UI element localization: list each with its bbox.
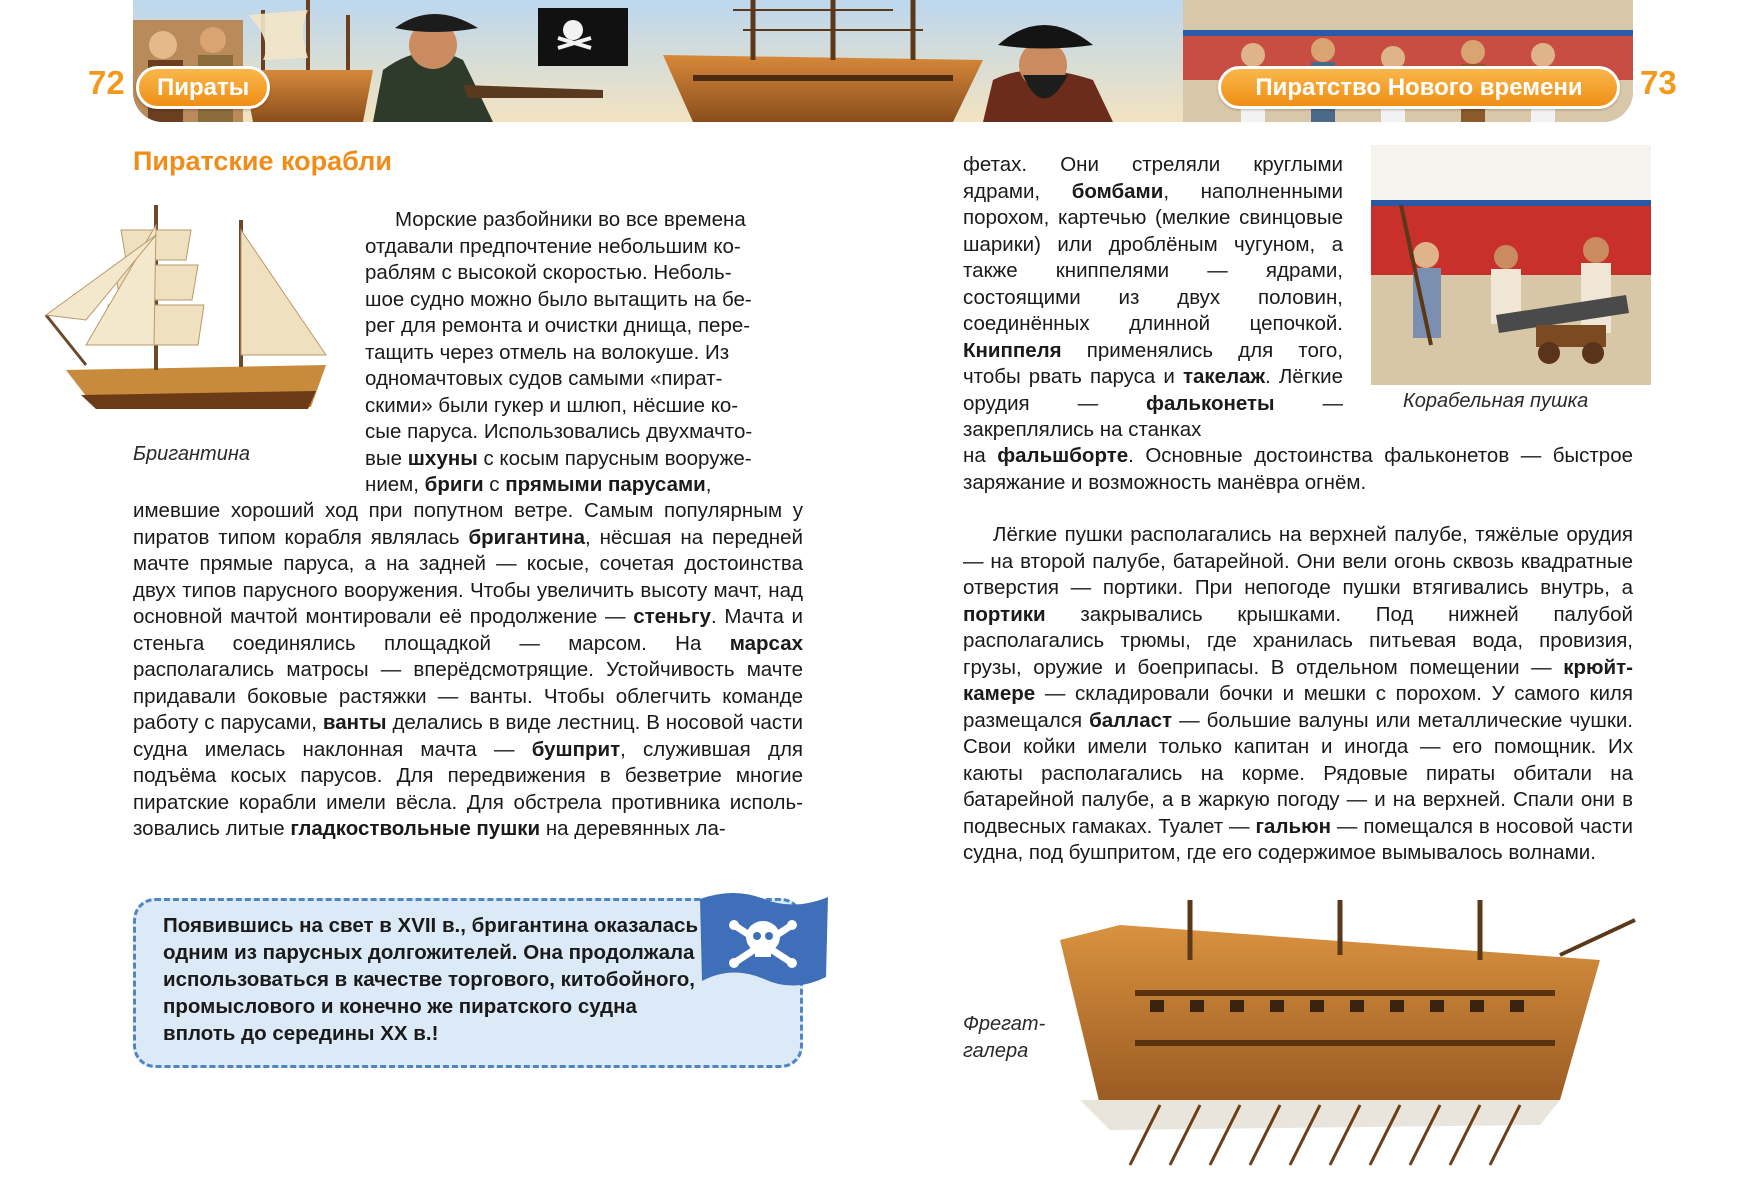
text-line: нием, бриги с прямыми парусами, xyxy=(365,473,712,496)
term: Книппеля xyxy=(963,338,1062,362)
cannon-illustration xyxy=(1371,145,1651,385)
term: стеньгу xyxy=(633,605,711,628)
text-line: Морские разбойники во все времена xyxy=(395,208,746,231)
jolly-roger-flag-icon xyxy=(694,885,834,1000)
cannon-caption: Корабельная пушка xyxy=(1403,390,1589,412)
section-pill-left: Пираты xyxy=(136,66,270,109)
intro-paragraph xyxy=(365,207,803,499)
term: портики xyxy=(963,602,1046,626)
text-line: отдавали предпочтение небольшим ко- xyxy=(365,234,741,258)
main-paragraph-left: имевшие хороший ход при попутном ветре. Самым популярным у пиратов типом корабля являлась бригантина, нёсшая на передней мачте прямые паруса, а на задней — косые, сочетая достоинства двух типов парусного вооружения. Чтобы увеличить высоту мачт, над основной мачтой монтировали её продолжение — стеньгу. Мачта и стеньга соединялись площадкой — марсом. На марсах располагались матросы — вперёдсмотрящие. Устойчивость мачте придавали боковые растяжки — ванты. Чтобы облегчить команде работу с парусами, ванты делались в виде лестниц. В носовой части судна имелась наклонная мачта — бушприт, служившая для подъёма косых парусов. Для передвижения в безветрие многие пиратские корабли имели вёсла. Для обстрела противника использовались литые гладкоствольные пушки на деревянных ла- xyxy=(133,499,804,840)
term: бушприт xyxy=(531,737,621,761)
term: ванты xyxy=(322,711,387,734)
section-heading: Пиратские корабли xyxy=(133,146,392,176)
term: крюйт-камере xyxy=(963,655,1633,705)
term: гальюн xyxy=(1255,814,1331,838)
text-line: шое судно можно было вытащить на бе- xyxy=(365,287,752,311)
section-pill-right: Пиратство Нового времени xyxy=(1218,66,1620,109)
term: бомбами xyxy=(1071,179,1164,203)
page-number-left: 72 xyxy=(88,64,125,101)
frigate-caption-line1: Фрегат- xyxy=(963,1013,1046,1035)
term: прямыми парусами xyxy=(505,473,706,496)
text-line: рег для ремонта и очистки днища, пере- xyxy=(365,314,751,337)
frigate-caption-line2: галера xyxy=(963,1040,1029,1062)
term: такелаж xyxy=(1182,365,1266,388)
term: марсах xyxy=(729,631,803,655)
text-line: сые паруса. Использовались двухмачто- xyxy=(365,420,753,443)
brigantine-caption: Бригантина xyxy=(133,443,250,465)
paragraph-right-top: фетах. Они стреляли круглыми ядрами, бомбами, наполненными порохом, картечью (мелкие свинцовые шарики) или дроблёным чугуном, а также книппелями — ядрами, состоящими из двух половин, соединённых длинной цепочкой. Книппеля применялись для того, чтобы рвать паруса и такелаж. Лёгкие орудия — фальконеты — закреплялись на станках xyxy=(963,153,1343,441)
paragraph-right-second: Лёгкие пушки располагались на верхней палубе, тяжёлые орудия — на второй палубе, батарейной. Они вели огонь сквозь квадратные отверстия — портики. При непогоде пушки втягивались внутрь, а портики закрывались крышками. Под нижней палубой располагались трюмы, где хранилась питьевая вода, провизия, грузы, оружие и боеприпасы. В отдельном помещении — крюйт-камере — складировали бочки и мешки с порохом. У самого киля размещался балласт — большие валуны или металлические чушки. Свои койки имели только капитан и иногда — его помощник. Их каюты располагались на корме. Рядовые пираты обитали на батарейной палубе, а в жаркую погоду — и на верхней. Спали они в подвесных гамаках. Туалет — гальюн — помещался в носовой части судна, под бушпритом, где его содержимое вымывалось волнами. xyxy=(963,523,1633,864)
text-line: одномачтовых судов самыми «пират- xyxy=(365,367,723,390)
text-line: вые шхуны с косым парусным вооруже- xyxy=(365,446,752,470)
brigantine-illustration xyxy=(26,195,361,430)
page-number-right: 73 xyxy=(1640,64,1677,101)
frigate-galley-illustration xyxy=(1040,900,1640,1170)
term: бриги xyxy=(424,473,484,496)
fact-callout-text: Появившись на свет в XVII в., бригантина оказалась одним из парусных долгожителей. Она продолжала использоваться в качестве торгового, китобойного, промыслового и конечно же пиратского судна вплоть до середины XX в.! xyxy=(163,914,699,1045)
paragraph-right-continued: на фальшборте. Основные достоинства фальконетов — быстрое заряжание и возможность манёвра огнём. xyxy=(963,444,1634,494)
term: шхуны xyxy=(407,446,478,470)
term: фальконеты xyxy=(1146,391,1275,415)
text-line: тащить через отмель на волокуше. Из xyxy=(365,340,730,364)
text-line: скими» были гукер и шлюп, нёсшие ко- xyxy=(365,393,739,417)
term: гладкоствольные пушки xyxy=(290,817,541,840)
term: бригантина xyxy=(468,525,586,549)
term: фальшборте xyxy=(997,444,1129,467)
term: балласт xyxy=(1089,708,1173,732)
text-line: раблям с высокой скоростью. Неболь- xyxy=(365,261,732,284)
